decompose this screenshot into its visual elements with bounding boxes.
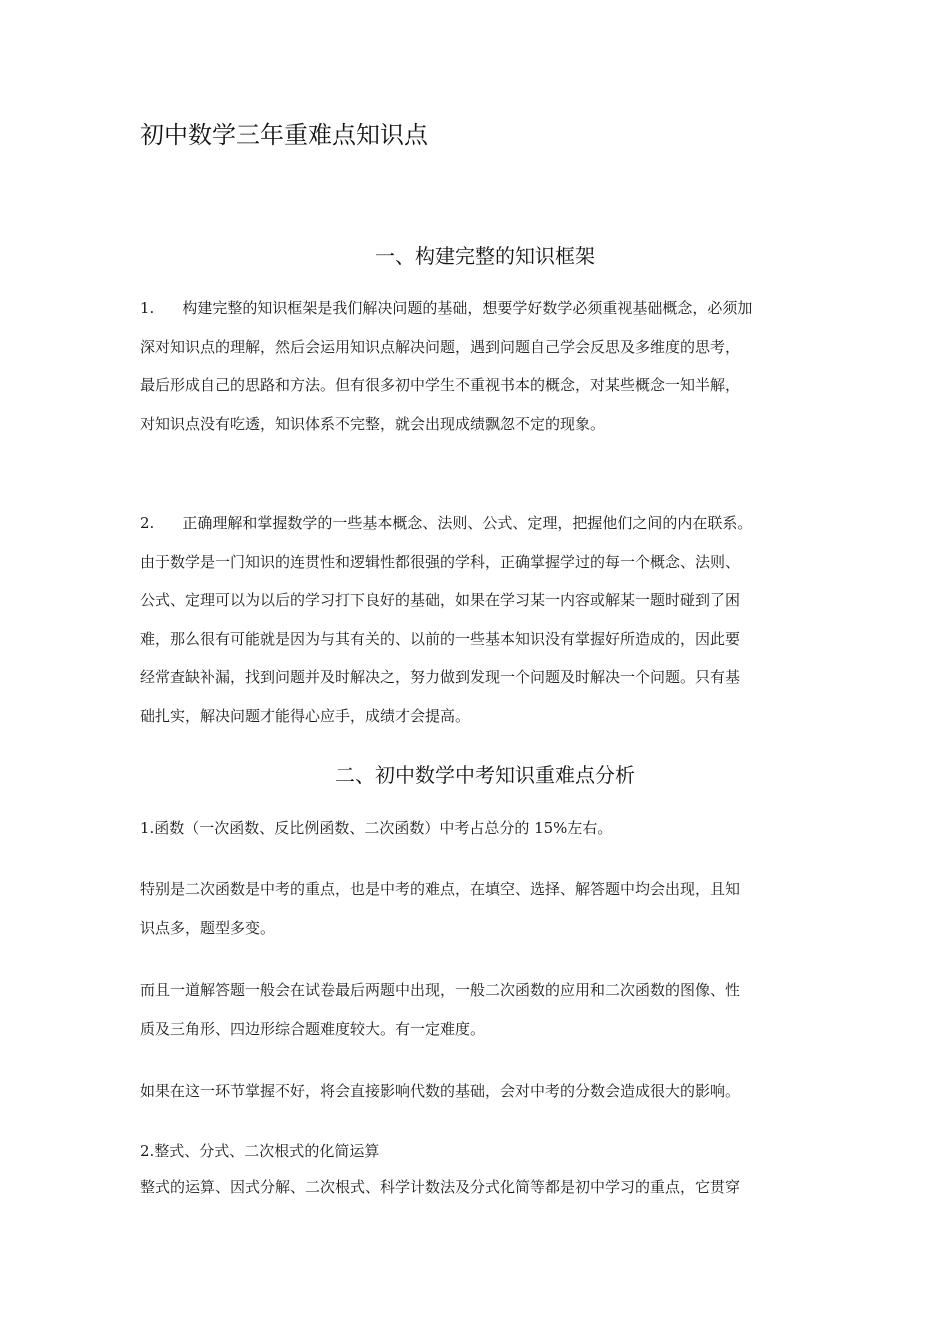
paragraph-line: 识点多，题型多变。 xyxy=(140,918,276,937)
numbered-paragraph-1 xyxy=(140,289,830,443)
paragraph xyxy=(140,809,830,848)
paragraph-line: 最后形成自己的思路和方法。但有很多初中学生不重视书本的概念，对某些概念一知半解， xyxy=(140,376,741,394)
paragraph-line: 特别是二次函数是中考的重点，也是中考的难点，在填空、选择、解答题中均会出现，且知 xyxy=(140,880,741,898)
paragraph xyxy=(140,1072,830,1111)
item-number: 2. xyxy=(140,514,155,532)
paragraph-line: 1.函数（一次函数、反比例函数、二次函数）中考占总分的 15%左右。 xyxy=(140,819,613,837)
section-heading-1: 一、构建完整的知识框架 xyxy=(375,244,595,268)
paragraph xyxy=(140,1134,830,1207)
paragraph-line: 2. 正确理解和掌握数学的一些基本概念、法则、公式、定理，把握他们之间的内在联系。 xyxy=(140,514,753,532)
paragraph-line: 如果在这一环节掌握不好，将会直接影响代数的基础，会对中考的分数会造成很大的影响。 xyxy=(140,1082,741,1100)
item-number: 1. xyxy=(140,299,155,317)
paragraph-line: 对知识点没有吃透，知识体系不完整，就会出现成绩飘忽不定的现象。 xyxy=(140,414,606,433)
paragraph-line: 质及三角形、四边形综合题难度较大。有一定难度。 xyxy=(140,1019,486,1038)
section-heading-2: 二、初中数学中考知识重难点分析 xyxy=(335,763,635,787)
paragraph-line: 公式、定理可以为以后的学习打下良好的基础，如果在学习某一内容或解某一题时碰到了困 xyxy=(140,591,741,609)
paragraph-line: 由于数学是一门知识的连贯性和逻辑性都很强的学科，正确掌握学过的每一个概念、法则、 xyxy=(140,552,741,571)
paragraph-line: 础扎实，解决问题才能得心应手，成绩才会提高。 xyxy=(140,706,471,725)
paragraph-line: 难，那么很有可能就是因为与其有关的、以前的一些基本知识没有掌握好所造成的，因此要 xyxy=(140,629,741,648)
paragraph-line: 深对知识点的理解，然后会运用知识点解决问题，遇到问题自己学会反思及多维度的思考， xyxy=(140,337,741,356)
subheading-line: 2.整式、分式、二次根式的化简运算 xyxy=(140,1142,380,1160)
paragraph-line: 1. 构建完整的知识框架是我们解决问题的基础，想要学好数学必须重视基础概念，必须加 xyxy=(140,299,753,317)
paragraph-line: 而且一道解答题一般会在试卷最后两题中出现，一般二次函数的应用和二次函数的图像、性 xyxy=(140,981,741,999)
paragraph xyxy=(140,870,830,947)
paragraph xyxy=(140,971,830,1048)
numbered-paragraph-2 xyxy=(140,504,830,735)
document-title: 初中数学三年重难点知识点 xyxy=(140,121,428,149)
paragraph-line: 整式的运算、因式分解、二次根式、科学计数法及分式化简等都是初中学习的重点，它贯穿 xyxy=(140,1178,741,1196)
paragraph-line: 经常查缺补漏，找到问题并及时解决之，努力做到发现一个问题及时解决一个问题。只有基 xyxy=(140,668,741,686)
